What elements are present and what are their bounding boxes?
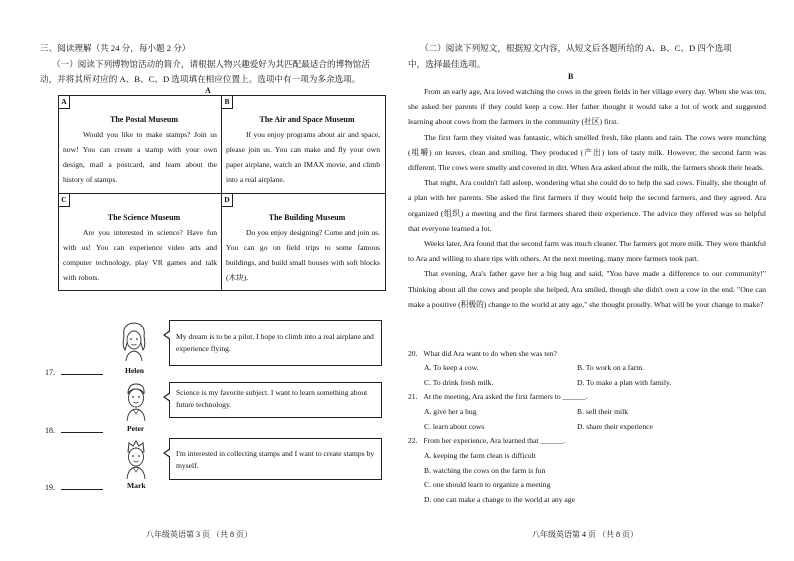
museum-description: Do you enjoy designing? Come and join us. You can go on field trips to some famous buildings, and build small houses with soft blocks (木块). <box>226 228 380 282</box>
museum-title: The Air and Space Museum <box>259 115 355 124</box>
part2-instruction-line1: （二）阅读下列短文，根据短文内容，从短文后各题所给的 A、B、C、D 四个选项 <box>420 43 732 53</box>
speech-text: Science is my favorite subject. I want to learn something about future technology. <box>176 388 368 409</box>
option-20-c[interactable]: C. To drink fresh milk. <box>424 378 494 387</box>
question-22 <box>408 434 565 449</box>
answer-blank[interactable] <box>61 366 103 375</box>
part2-instruction-line2: 中，选择最佳选项。 <box>408 59 486 69</box>
boy-portrait-icon <box>120 380 152 422</box>
passage <box>408 84 766 312</box>
museum-letter: B <box>222 96 233 109</box>
question-number: 20. <box>408 349 418 358</box>
question-number: 21. <box>408 392 418 401</box>
museum-card-c <box>59 194 221 290</box>
passage-paragraph: That evening, Ara's father gave her a big hug and said, "You have made a difference to our community!" Thinking about all the cows and people she helped, Ara smiled, though she didn't own a cow in the end. "One can make a positive (积极的) change to the world at any age," she thought proudly. What will be your change to make? <box>408 269 766 309</box>
option-22-c[interactable]: C. one should learn to organize a meeting <box>424 480 551 489</box>
museum-card-b <box>222 96 384 192</box>
question-number: 22. <box>408 436 418 445</box>
museum-description: If you enjoy programs about air and space, please join us. You can make and fly your own paper airplane, watch an IMAX movie, and climb into a real airplane. <box>226 130 380 184</box>
question-stem: At the meeting, Ara asked the first farmers to ______. <box>423 392 588 401</box>
question-number: 18. <box>45 426 55 435</box>
passage-paragraph: The first farm they visited was fantastic, which smelled fresh, like plants and rain. The cows were munching (咀嚼) on leaves, clean and smiling. They produced (产出) lots of tasty milk. However, the second farm was different. The cows were smelly and covered in dirt. When Ara asked about the milk, the farmers shook their heads. <box>408 132 766 173</box>
option-20-d[interactable]: D. To make a plan with family. <box>577 378 672 387</box>
part1-instruction-line2: 动，并将其所对应的 A、B、C、D 选项填在相应位置上。选项中有一项为多余选项。 <box>40 74 361 84</box>
speech-bubble-mark <box>169 438 382 480</box>
museum-card-a <box>59 96 221 192</box>
option-21-a[interactable]: A. give her a hug <box>424 407 477 416</box>
question-stem: From her experience, Ara learned that ______. <box>423 436 566 445</box>
page-footer-right: 八年级英语第 4 页 （共 8 页） <box>532 530 638 539</box>
museum-title: The Science Museum <box>107 213 181 222</box>
museum-title: The Building Museum <box>268 213 346 222</box>
question-20 <box>408 347 557 362</box>
option-20-a[interactable]: A. To keep a cow. <box>424 363 479 372</box>
passage-label: B <box>568 72 574 81</box>
museum-letter: D <box>222 194 233 207</box>
passage-paragraph: From an early age, Ara loved watching the cows in the green fields in her village every day. When she was ten, she asked her parents if they could keep a cow. Her father thought it would take a lot of work and suggested learning about cows from the farmers in the community (社区) first. <box>408 87 766 127</box>
person-name: Helen <box>125 366 144 375</box>
option-20-b[interactable]: B. To work on a farm. <box>577 363 645 372</box>
museum-title: The Postal Museum <box>110 115 178 124</box>
option-22-d[interactable]: D. one can make a change to the world at any age <box>424 495 575 504</box>
person-name: Mark <box>127 481 146 490</box>
question-stem: What did Ara want to do when she was ten? <box>423 349 557 358</box>
museum-description: Are you interested in science? Have fun with us! You can experience video arts and computer technology, play VR games and talk with robots. <box>63 228 217 282</box>
museum-letter: C <box>59 194 70 207</box>
option-21-d[interactable]: D. share their experience <box>577 422 653 431</box>
speech-bubble-peter <box>169 382 382 418</box>
question-number: 19. <box>45 483 55 492</box>
option-22-a[interactable]: A. keeping the farm clean is difficult <box>424 451 536 460</box>
girl-portrait-icon <box>118 320 150 362</box>
person-name: Peter <box>127 424 145 433</box>
question-number: 17. <box>45 368 55 377</box>
question-21 <box>408 390 587 405</box>
question-18 <box>45 424 103 435</box>
museum-card-d <box>222 194 384 290</box>
question-17 <box>45 366 103 377</box>
question-19 <box>45 481 103 492</box>
passage-paragraph: That night, Ara couldn't fall asleep, wondering what she could do to help the sad cows. Finally, she thought of a plan with her parents. She asked the first farmers if they would help the second farmers, and they agreed. Ara organized (组织) a meeting and the first farmers shared their experience. The advice they offered was so helpful that everyone learned a lot. <box>408 178 766 233</box>
section-title: 三、阅读理解（共 24 分，每小题 2 分） <box>40 43 191 53</box>
part1-instruction-line1: （一）阅读下列博物馆活动的简介，请根据人物兴趣爱好为其匹配最适合的博物馆活 <box>52 59 370 69</box>
option-21-c[interactable]: C. learn about cows <box>424 422 485 431</box>
answer-blank[interactable] <box>61 481 103 490</box>
passage-paragraph: Weeks later, Ara found that the second farm was much cleaner. The farmers got more milk. They were thankful to Ara and willing to share tips with others. At the next meeting, many more farmers took part. <box>408 239 766 264</box>
boy-portrait-icon <box>120 438 152 480</box>
speech-text: I'm interested in collecting stamps and I want to create stamps by myself. <box>176 449 375 470</box>
speech-text: My dream is to be a pilot. I hope to climb into a real airplane and experience flying. <box>176 332 374 353</box>
museum-grid <box>58 95 386 291</box>
museum-description: Would you like to make stamps? Join us now! You can create a stamp with your own design, mail a postcard, and learn about the history of stamps. <box>63 130 217 184</box>
option-21-b[interactable]: B. sell their milk <box>577 407 629 416</box>
option-22-b[interactable]: B. watching the cows on the farm is fun <box>424 466 546 475</box>
answer-blank[interactable] <box>61 424 103 433</box>
speech-bubble-helen <box>169 320 382 366</box>
page-footer-left: 八年级英语第 3 页 （共 8 页） <box>146 530 252 539</box>
museum-letter: A <box>59 96 70 109</box>
grid-label: A <box>205 86 211 95</box>
